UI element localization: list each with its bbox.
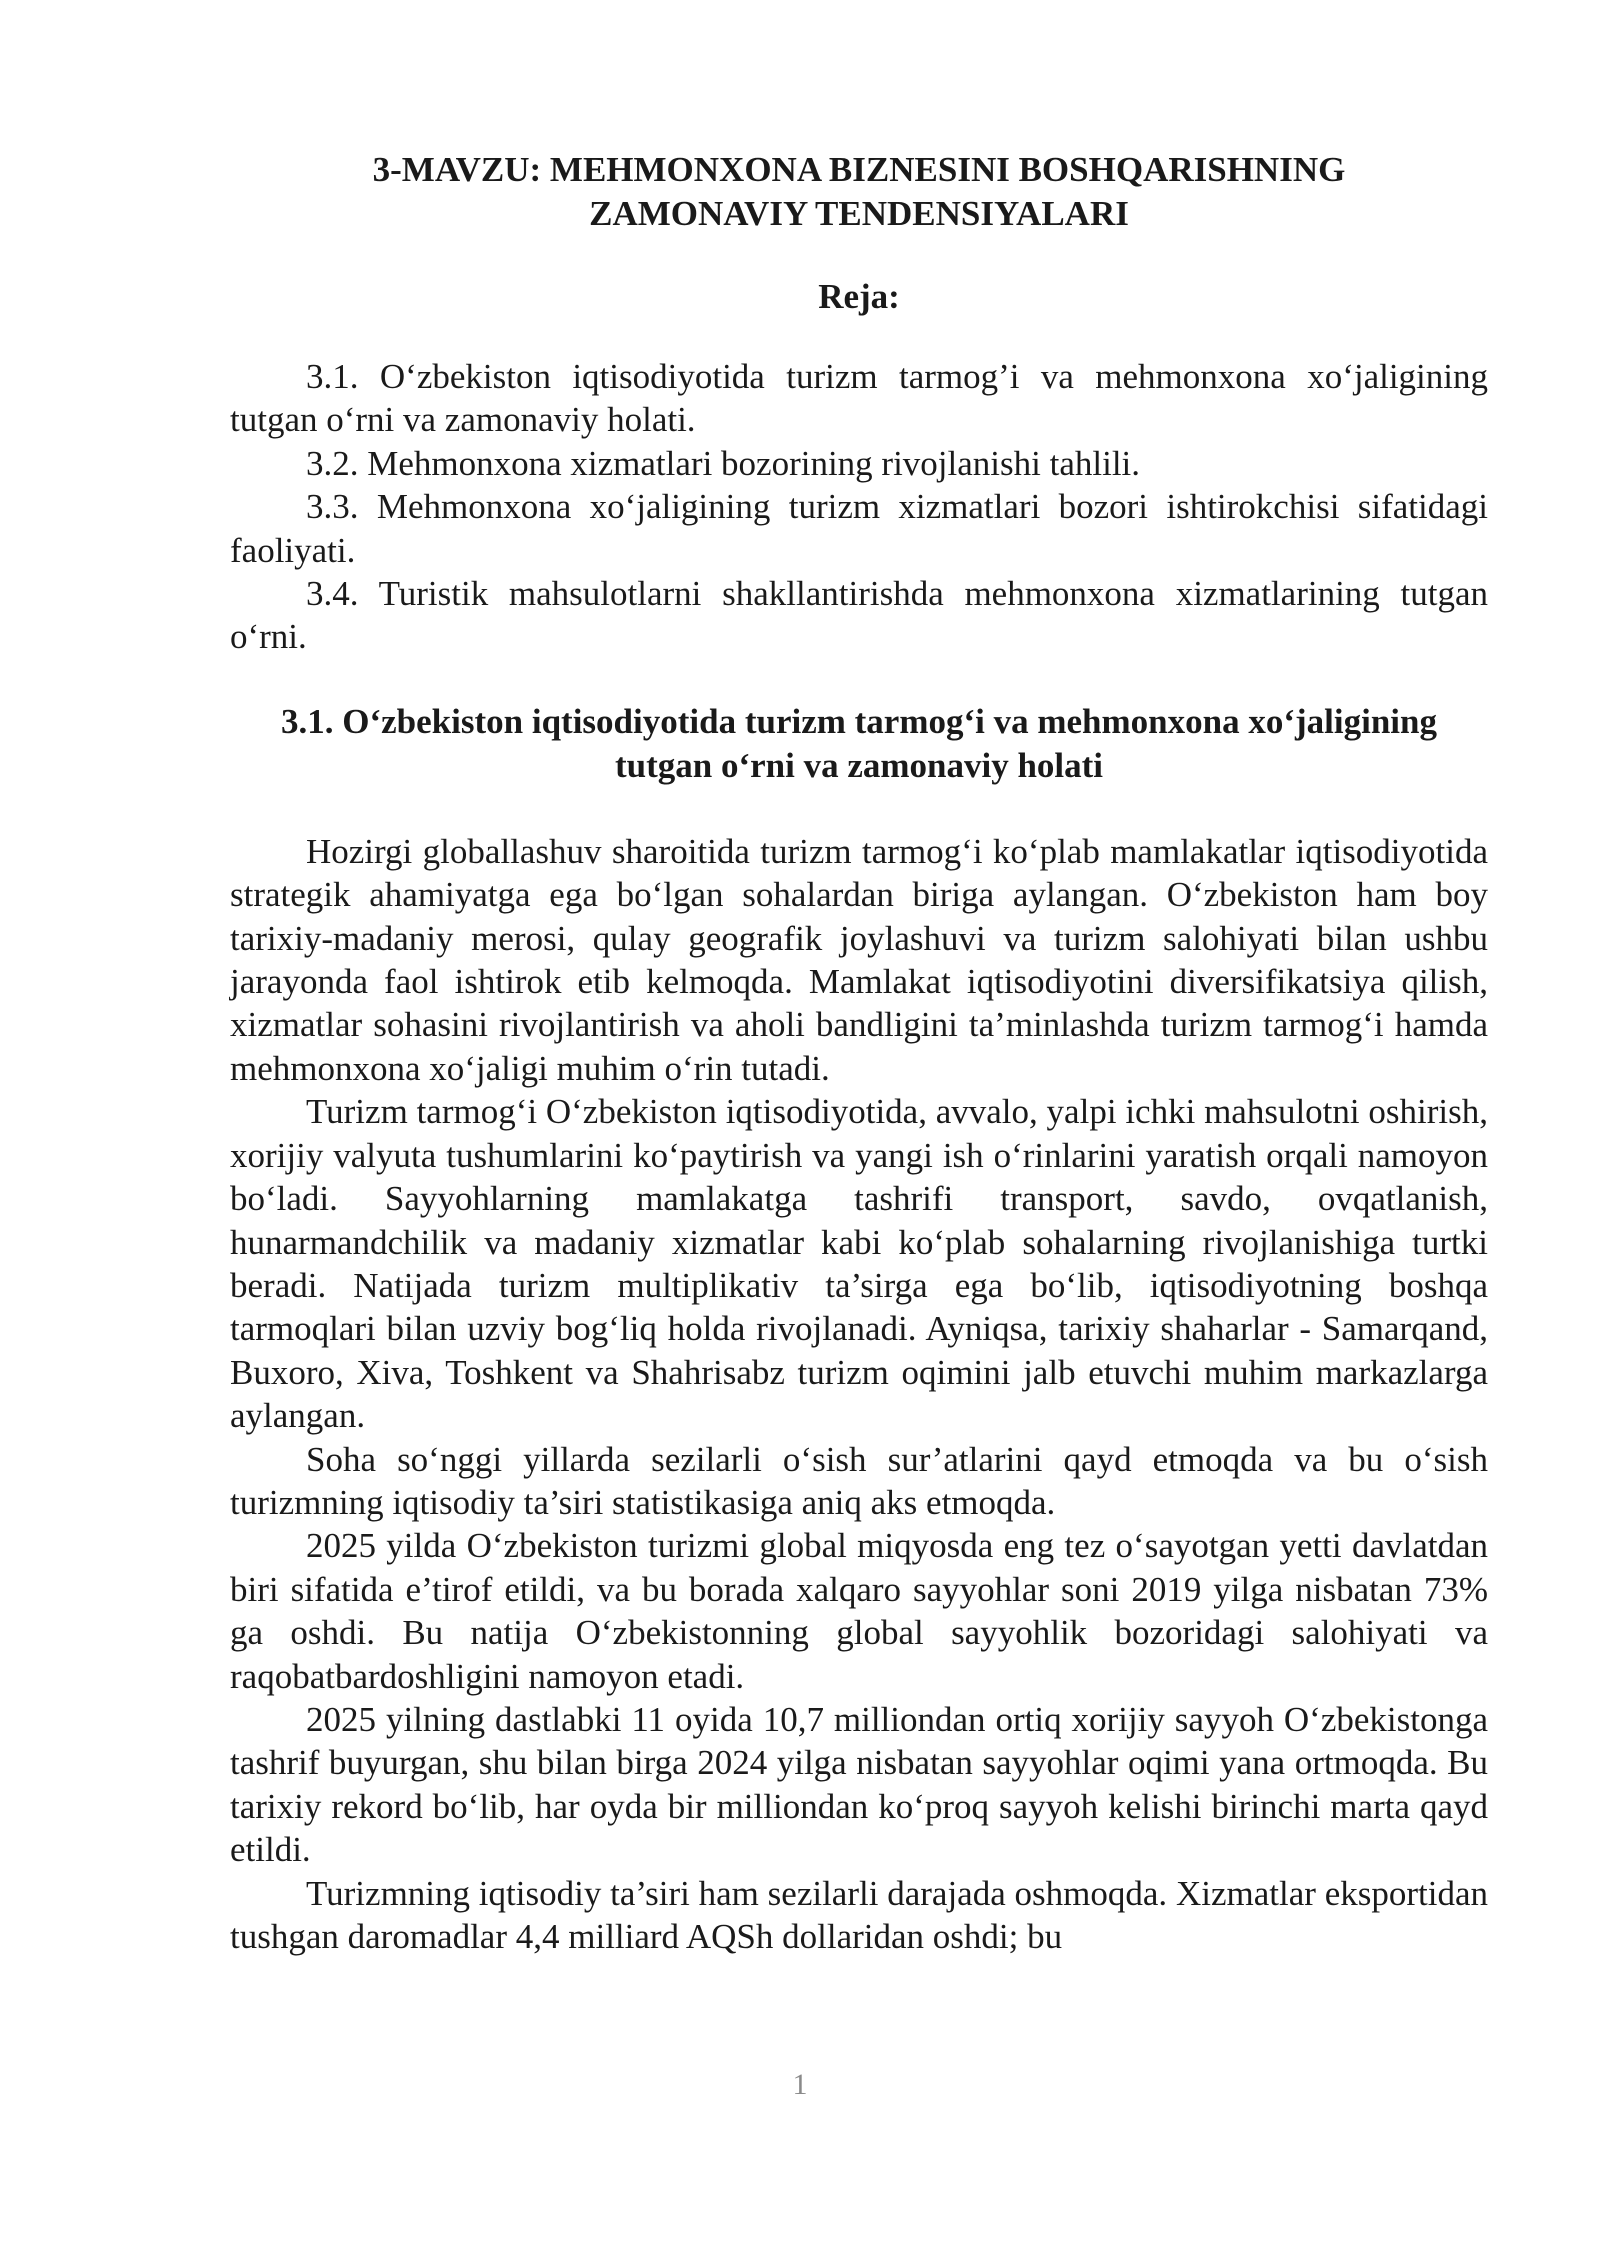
section-heading-line-1: 3.1. O‘zbekiston iqtisodiyotida turizm tarmog‘i va mehmonxona xo‘jaligining (281, 701, 1437, 741)
body-paragraph: Soha so‘nggi yillarda sezilarli o‘sish sur’atlarini qayd etmoqda va bu o‘sish turizmning iqtisodiy ta’siri statistikasiga aniq aks etmoqda. (230, 1439, 1488, 1522)
title-line-2: ZAMONAVIY TENDENSIYALARI (589, 194, 1129, 233)
section-body (230, 830, 1488, 1959)
title-line-1: 3-MAVZU: MEHMONXONA BIZNESINI BOSHQARISHNING (372, 150, 1346, 189)
page-content (230, 148, 1488, 1958)
body-paragraph: Hozirgi globallashuv sharoitida turizm tarmog‘i ko‘plab mamlakatlar iqtisodiyotida strategik ahamiyatga ega bo‘lgan sohalardan biriga aylangan. O‘zbekiston ham boy tarixiy-madaniy merosi, qulay geografik joylashuvi va turizm salohiyati bilan ushbu jarayonda faol ishtirok etib kelmoqda. Mamlakat iqtisodiyotini diversifikatsiya qilish, xizmatlar sohasini rivojlantirish va aholi bandligini ta’minlashda turizm tarmog‘i hamda mehmonxona xo‘jaligi muhim o‘rin tutadi. (230, 831, 1488, 1088)
body-paragraph: Turizm tarmog‘i O‘zbekiston iqtisodiyotida, avvalo, yalpi ichki mahsulotni oshirish, xorijiy valyuta tushumlarini ko‘paytirish va yangi ish o‘rinlarini yaratish orqali namoyon bo‘ladi. Sayyohlarning mamlakatga tashrifi transport, savdo, ovqatlanish, hunarmandchilik va madaniy xizmatlar kabi ko‘plab sohalarning rivojlanishiga turtki beradi. Natijada turizm multiplikativ ta’sirga ega bo‘lib, iqtisodiyotning boshqa tarmoqlari bilan uzviy bog‘liq holda rivojlanadi. Ayniqsa, tarixiy shaharlar - Samarqand, Buxoro, Xiva, Toshkent va Shahrisabz turizm oqimini jalb etuvchi muhim markazlarga aylangan. (230, 1092, 1488, 1436)
plan-list (230, 355, 1488, 659)
body-paragraph: 2025 yilning dastlabki 11 oyida 10,7 milliondan ortiq xorijiy sayyoh O‘zbekistonga tashrif buyurgan, shu bilan birga 2024 yilga nisbatan sayyohlar oqimi yana ortmoqda. Bu tarixiy rekord bo‘lib, har oyda bir milliondan ko‘proq sayyoh kelishi birinchi marta qayd etildi. (230, 1699, 1488, 1870)
section-heading-line-2: tutgan o‘rni va zamonaviy holati (614, 745, 1104, 785)
section-heading (230, 700, 1488, 788)
plan-item: 3.3. Mehmonxona xo‘jaligining turizm xizmatlari bozori ishtirokchisi sifatidagi faoliyati. (230, 487, 1488, 570)
plan-item: 3.4. Turistik mahsulotlarni shakllantirishda mehmonxona xizmatlarining tutgan o‘rni. (230, 574, 1488, 657)
page-number: 1 (792, 2068, 808, 2101)
plan-item: 3.2. Mehmonxona xizmatlari bozorining rivojlanishi tahlili. (306, 443, 1141, 483)
plan-item: 3.1. O‘zbekiston iqtisodiyotida turizm tarmog’i va mehmonxona xo‘jaligining tutgan o‘rni va zamonaviy holati. (230, 357, 1488, 440)
plan-heading: Reja: (818, 277, 900, 316)
body-paragraph: 2025 yilda O‘zbekiston turizmi global miqyosda eng tez o‘sayotgan yetti davlatdan biri sifatida e’tirof etildi, va bu borada xalqaro sayyohlar soni 2019 yilga nisbatan 73% ga oshdi. Bu natija O‘zbekistonning global sayyohlik bozoridagi salohiyati va raqobatbardoshligini namoyon etadi. (230, 1526, 1488, 1696)
document-title (230, 148, 1488, 236)
body-paragraph: Turizmning iqtisodiy ta’siri ham sezilarli darajada oshmoqda. Xizmatlar eksportidan tushgan daromadlar 4,4 milliard AQSh dollaridan oshdi; bu (230, 1873, 1488, 1956)
